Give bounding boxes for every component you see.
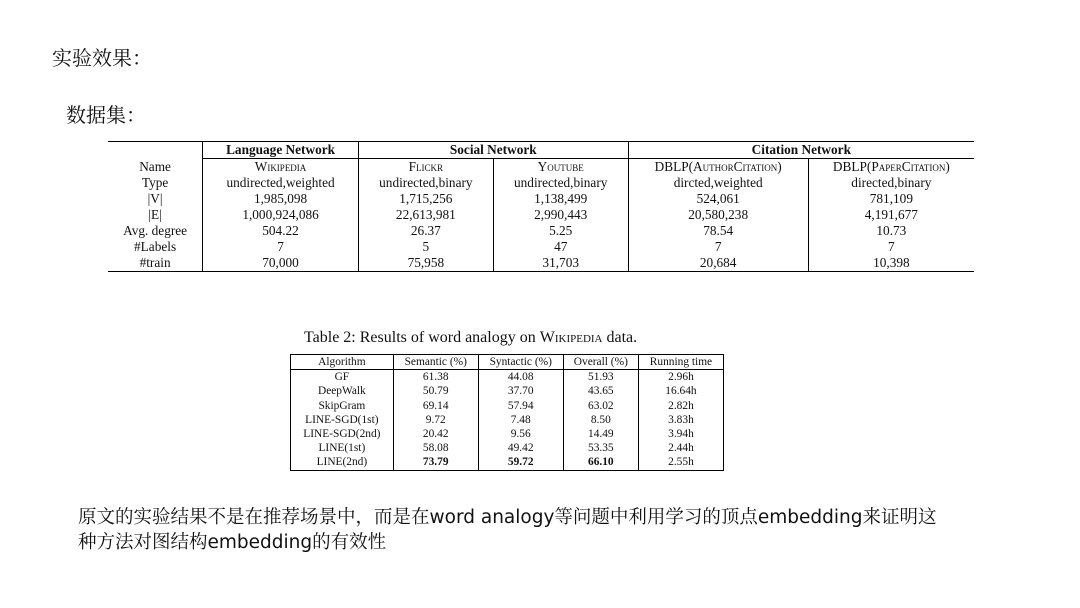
value-cell: 61.38 [393, 370, 478, 385]
value-cell: 49.42 [478, 441, 563, 455]
dataset-cell: 75,958 [358, 255, 493, 272]
dataset-row-edges [108, 207, 974, 223]
caption-suffix: data. [602, 329, 638, 346]
value-cell: 2.96h [638, 370, 723, 385]
algorithm-cell: DeepWalk [291, 384, 394, 398]
value-cell: 2.55h [638, 455, 723, 470]
dataset-cell: 31,703 [493, 255, 628, 272]
group-social-network: Social Network [358, 142, 628, 159]
algorithm-cell: SkipGram [291, 399, 394, 413]
value-cell: 7.48 [478, 413, 563, 427]
value-cell: 14.49 [563, 427, 638, 441]
dataset-cell: undirected,binary [493, 175, 628, 191]
conclusion-line-2: 种方法对图结构embedding的有效性 [78, 532, 387, 553]
row-label: #train [108, 255, 203, 272]
value-cell-best: 59.72 [478, 455, 563, 470]
dataset-cell: 1,138,499 [493, 191, 628, 207]
dataset-cell: 1,000,924,086 [203, 207, 359, 223]
algorithm-cell: GF [291, 370, 394, 385]
row-label: Avg. degree [108, 223, 203, 239]
dataset-group-header-row [108, 142, 974, 159]
dataset-cell: 5 [358, 239, 493, 255]
dataset-cell: 47 [493, 239, 628, 255]
row-label: |E| [108, 207, 203, 223]
dataset-cell: 2,990,443 [493, 207, 628, 223]
conclusion-text [78, 505, 1038, 555]
dataset-row-type [108, 175, 974, 191]
value-cell: 44.08 [478, 370, 563, 385]
column-header: Overall (%) [563, 355, 638, 370]
dataset-cell: 1,985,098 [203, 191, 359, 207]
value-cell: 9.56 [478, 427, 563, 441]
value-cell: 8.50 [563, 413, 638, 427]
dataset-cell: 504.22 [203, 223, 359, 239]
analogy-table-caption [304, 329, 637, 347]
column-header: Running time [638, 355, 723, 370]
dataset-cell: DBLP(AuthorCitation) [628, 159, 808, 176]
value-cell: 53.35 [563, 441, 638, 455]
value-cell: 37.70 [478, 384, 563, 398]
row-label: Type [108, 175, 203, 191]
dataset-row-name [108, 159, 974, 176]
dataset-cell: 20,684 [628, 255, 808, 272]
dataset-cell: 26.37 [358, 223, 493, 239]
value-cell: 20.42 [393, 427, 478, 441]
value-cell: 2.44h [638, 441, 723, 455]
dataset-cell: 70,000 [203, 255, 359, 272]
group-citation-network: Citation Network [628, 142, 974, 159]
dataset-heading: 数据集： [66, 103, 146, 127]
row-label: Name [108, 159, 203, 176]
dataset-cell: Youtube [493, 159, 628, 176]
table-row [291, 384, 724, 398]
algorithm-cell: LINE(2nd) [291, 455, 394, 470]
dataset-cell: 10,398 [808, 255, 974, 272]
value-cell: 3.83h [638, 413, 723, 427]
value-cell: 9.72 [393, 413, 478, 427]
table-row [291, 370, 724, 385]
dataset-cell: undirected,binary [358, 175, 493, 191]
row-label: |V| [108, 191, 203, 207]
value-cell: 2.82h [638, 399, 723, 413]
dataset-cell: 781,109 [869, 191, 913, 206]
caption-prefix: Table 2: Results of word analogy on [304, 329, 540, 346]
dataset-cell: 7 [888, 239, 895, 254]
value-cell-best: 73.79 [393, 455, 478, 470]
value-cell: 43.65 [563, 384, 638, 398]
dataset-cell: 22,613,981 [358, 207, 493, 223]
dataset-cell: 5.25 [493, 223, 628, 239]
dataset-cell: 7 [203, 239, 359, 255]
caption-dataset: Wikipedia [539, 329, 603, 346]
analogy-table [290, 354, 724, 471]
algorithm-cell: LINE(1st) [291, 441, 394, 455]
dataset-cell: dircted,weighted [628, 175, 808, 191]
table-row-best [291, 455, 724, 470]
dataset-cell: 78.54 [628, 223, 808, 239]
algorithm-cell: LINE-SGD(2nd) [291, 427, 394, 441]
dataset-cell: 4,191,677 [864, 207, 918, 222]
value-cell: 50.79 [393, 384, 478, 398]
dataset-cell: undirected,weighted [203, 175, 359, 191]
dataset-cell: 10.73 [876, 223, 907, 238]
value-cell: 63.02 [563, 399, 638, 413]
algorithm-cell: LINE-SGD(1st) [291, 413, 394, 427]
group-language-network: Language Network [203, 142, 359, 159]
value-cell: 3.94h [638, 427, 723, 441]
dataset-table [108, 141, 974, 272]
table-row [291, 427, 724, 441]
dataset-cell: Flickr [358, 159, 493, 176]
dataset-cell: 7 [628, 239, 808, 255]
table-row [291, 441, 724, 455]
value-cell: 57.94 [478, 399, 563, 413]
slide-heading: 实验效果： [52, 46, 152, 70]
conclusion-line-1: 原文的实验结果不是在推荐场景中，而是在word analogy等问题中利用学习的顶点embedding来证明这 [78, 507, 937, 528]
analogy-header-row [291, 355, 724, 370]
dataset-cell: 20,580,238 [628, 207, 808, 223]
dataset-header-blank [108, 142, 203, 159]
value-cell: 69.14 [393, 399, 478, 413]
table-row [291, 399, 724, 413]
dataset-row-train [108, 255, 974, 272]
value-cell: 16.64h [638, 384, 723, 398]
column-header: Syntactic (%) [478, 355, 563, 370]
dataset-cell: 524,061 [628, 191, 808, 207]
dataset-cell: DBLP(PaperCitation) [832, 159, 950, 174]
value-cell: 51.93 [563, 370, 638, 385]
value-cell-best: 66.10 [563, 455, 638, 470]
dataset-row-labels [108, 239, 974, 255]
table-row [291, 413, 724, 427]
dataset-row-avg-degree [108, 223, 974, 239]
dataset-cell: directed,binary [851, 175, 932, 190]
column-header: Semantic (%) [393, 355, 478, 370]
dataset-cell: Wikipedia [203, 159, 359, 176]
column-header: Algorithm [291, 355, 394, 370]
dataset-cell: 1,715,256 [358, 191, 493, 207]
row-label: #Labels [108, 239, 203, 255]
value-cell: 58.08 [393, 441, 478, 455]
dataset-row-vertices [108, 191, 974, 207]
